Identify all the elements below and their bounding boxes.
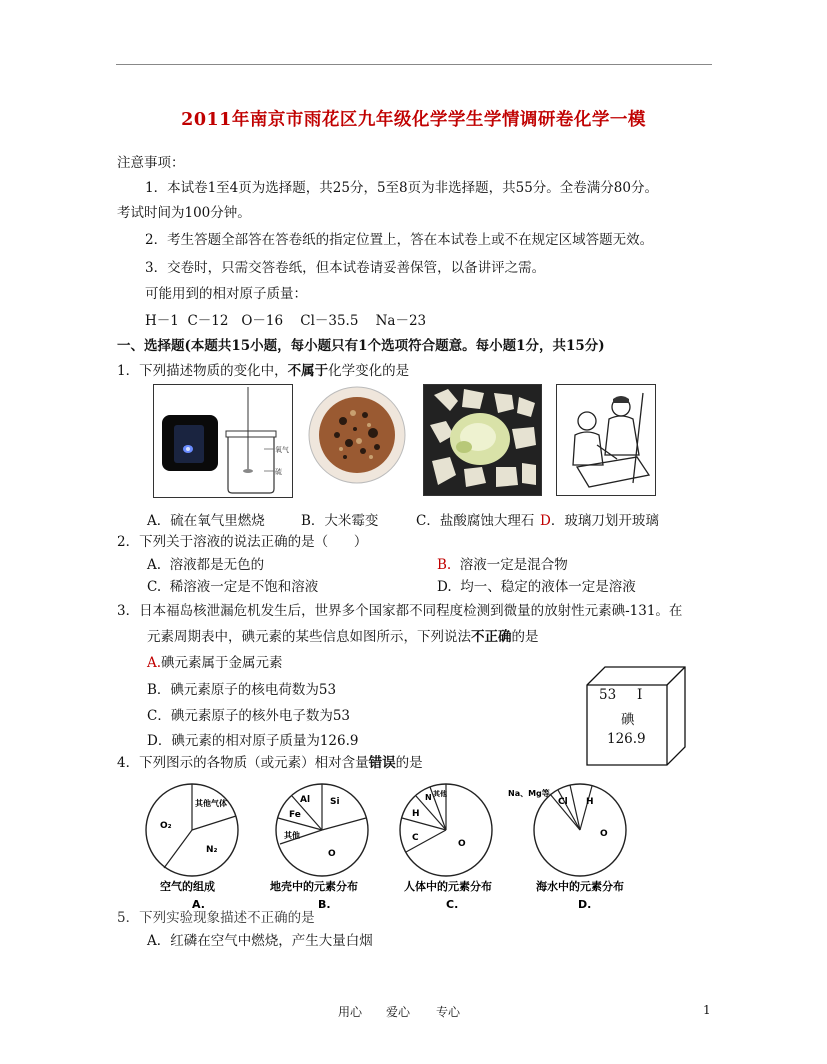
section-heading: 一、选择题(本题共15小题，每小题只有1个选项符合题意。每小题1分，共15分): [117, 338, 605, 354]
q1-image-marble-corrosion: [423, 384, 542, 496]
notes-heading: 注意事项：: [117, 155, 185, 171]
header-rule: [116, 64, 712, 65]
svg-text:N₂: N₂: [206, 845, 218, 855]
atomic-mass-values: H－1 C－12 O－16 Cl－35.5 Na－23: [145, 313, 427, 329]
pie-b-letter: B.: [318, 898, 331, 911]
q4-pie-charts: [140, 772, 640, 912]
q2-option-d: D. 均一、稳定的液体一定是溶液: [437, 579, 636, 595]
element-name: 碘: [621, 712, 635, 728]
svg-text:其他气体: 其他气体: [195, 799, 227, 808]
atomic-mass: 126.9: [607, 731, 646, 747]
svg-text:Cl: Cl: [558, 797, 568, 807]
q3-option-d: D．碘元素的相对原子质量为126.9: [147, 733, 359, 749]
q2-option-c: C. 稀溶液一定是不饱和溶液: [147, 579, 319, 595]
pie-crust-caption: 地壳中的元素分布: [270, 880, 358, 893]
svg-text:Si: Si: [330, 797, 340, 807]
pie-air-caption: 空气的组成: [160, 880, 215, 893]
notes-item-3: 3．交卷时，只需交答卷纸，但本试卷请妥善保管，以备讲评之需。: [145, 260, 546, 276]
q5-stem: 5．下列实验现象描述不正确的是: [117, 910, 315, 926]
q3-option-b: B．碘元素原子的核电荷数为53: [147, 682, 337, 698]
notes-item-1-cont: 考试时间为100分钟。: [117, 205, 251, 221]
q3-stem-line1: 3．日本福岛核泄漏危机发生后，世界多个国家都不同程度检测到微量的放射性元素碘-131。在: [117, 603, 683, 619]
pie-a-letter: A.: [192, 898, 205, 911]
page-title: 2011年南京市雨花区九年级化学学生学情调研卷化学一模: [181, 110, 646, 130]
svg-text:C: C: [412, 833, 419, 843]
q4-stem: 4．下列图示的各物质（或元素）相对含量错误的是: [117, 755, 423, 771]
svg-text:N: N: [425, 793, 432, 802]
notes-item-1: 1．本试卷1至4页为选择题，共25分，5至8页为非选择题，共55分。全卷满分80分。: [145, 180, 658, 196]
atomic-number: 53: [599, 687, 617, 703]
label-sulfur: 硫: [275, 468, 282, 476]
q2-stem: 2．下列关于溶液的说法正确的是（ ）: [117, 534, 368, 550]
q1-image-sulfur-burning: [153, 384, 293, 498]
q2-option-b: B. 溶液一定是混合物: [437, 557, 568, 573]
q1-stem: 1．下列描述物质的变化中，不属于化学变化的是: [117, 363, 410, 379]
q2-option-a: A. 溶液都是无色的: [147, 557, 265, 573]
q1-image-moldy-rice: [306, 384, 408, 486]
q3-stem-line2: 元素周期表中，碘元素的某些信息如图所示，下列说法不正确的是: [147, 629, 539, 645]
page-number: 1: [703, 1003, 711, 1017]
q1-option-c: C．盐酸腐蚀大理石: [416, 513, 535, 529]
pie-air: [146, 784, 238, 893]
svg-text:H: H: [412, 809, 420, 819]
pie-seawater: [508, 784, 626, 893]
footer-left: 用心: [338, 1005, 363, 1019]
q3-option-a: A.碘元素属于金属元素: [147, 655, 283, 671]
pie-seawater-caption: 海水中的元素分布: [536, 880, 624, 893]
element-symbol: I: [637, 687, 643, 703]
svg-text:Al: Al: [300, 795, 311, 805]
footer-right: 专心: [436, 1005, 461, 1019]
q3-option-c: C．碘元素原子的核外电子数为53: [147, 708, 351, 724]
svg-text:H: H: [586, 797, 594, 807]
pie-c-letter: C.: [446, 898, 459, 911]
q1-option-d: D．玻璃刀划开玻璃: [540, 513, 659, 529]
q1-option-b: B．大米霉变: [301, 513, 379, 529]
q5-option-a: A．红磷在空气中燃烧，产生大量白烟: [147, 933, 373, 949]
pie-crust: [270, 784, 368, 893]
footer-mid: 爱心: [386, 1005, 411, 1019]
svg-text:Na、Mg等: Na、Mg等: [508, 789, 550, 798]
iodine-element-cell: [585, 665, 687, 767]
svg-text:其他: 其他: [284, 831, 300, 840]
svg-text:O₂: O₂: [160, 821, 172, 831]
svg-text:O: O: [458, 839, 466, 849]
svg-text:其他: 其他: [433, 790, 447, 798]
q1-image-glass-cutting: [556, 384, 656, 496]
pie-body-caption: 人体中的元素分布: [404, 880, 492, 893]
pie-body: [400, 784, 492, 893]
svg-text:Fe: Fe: [289, 810, 301, 820]
svg-text:O: O: [600, 829, 608, 839]
q1-option-a: A．硫在氧气里燃烧: [147, 513, 265, 529]
atomic-mass-heading: 可能用到的相对原子质量：: [145, 286, 307, 302]
pie-d-letter: D.: [578, 898, 592, 911]
notes-item-2: 2．考生答题全部答在答卷纸的指定位置上，答在本试卷上或不在规定区域答题无效。: [145, 232, 654, 248]
svg-text:O: O: [328, 849, 336, 859]
label-oxygen: 氧气: [275, 446, 289, 454]
